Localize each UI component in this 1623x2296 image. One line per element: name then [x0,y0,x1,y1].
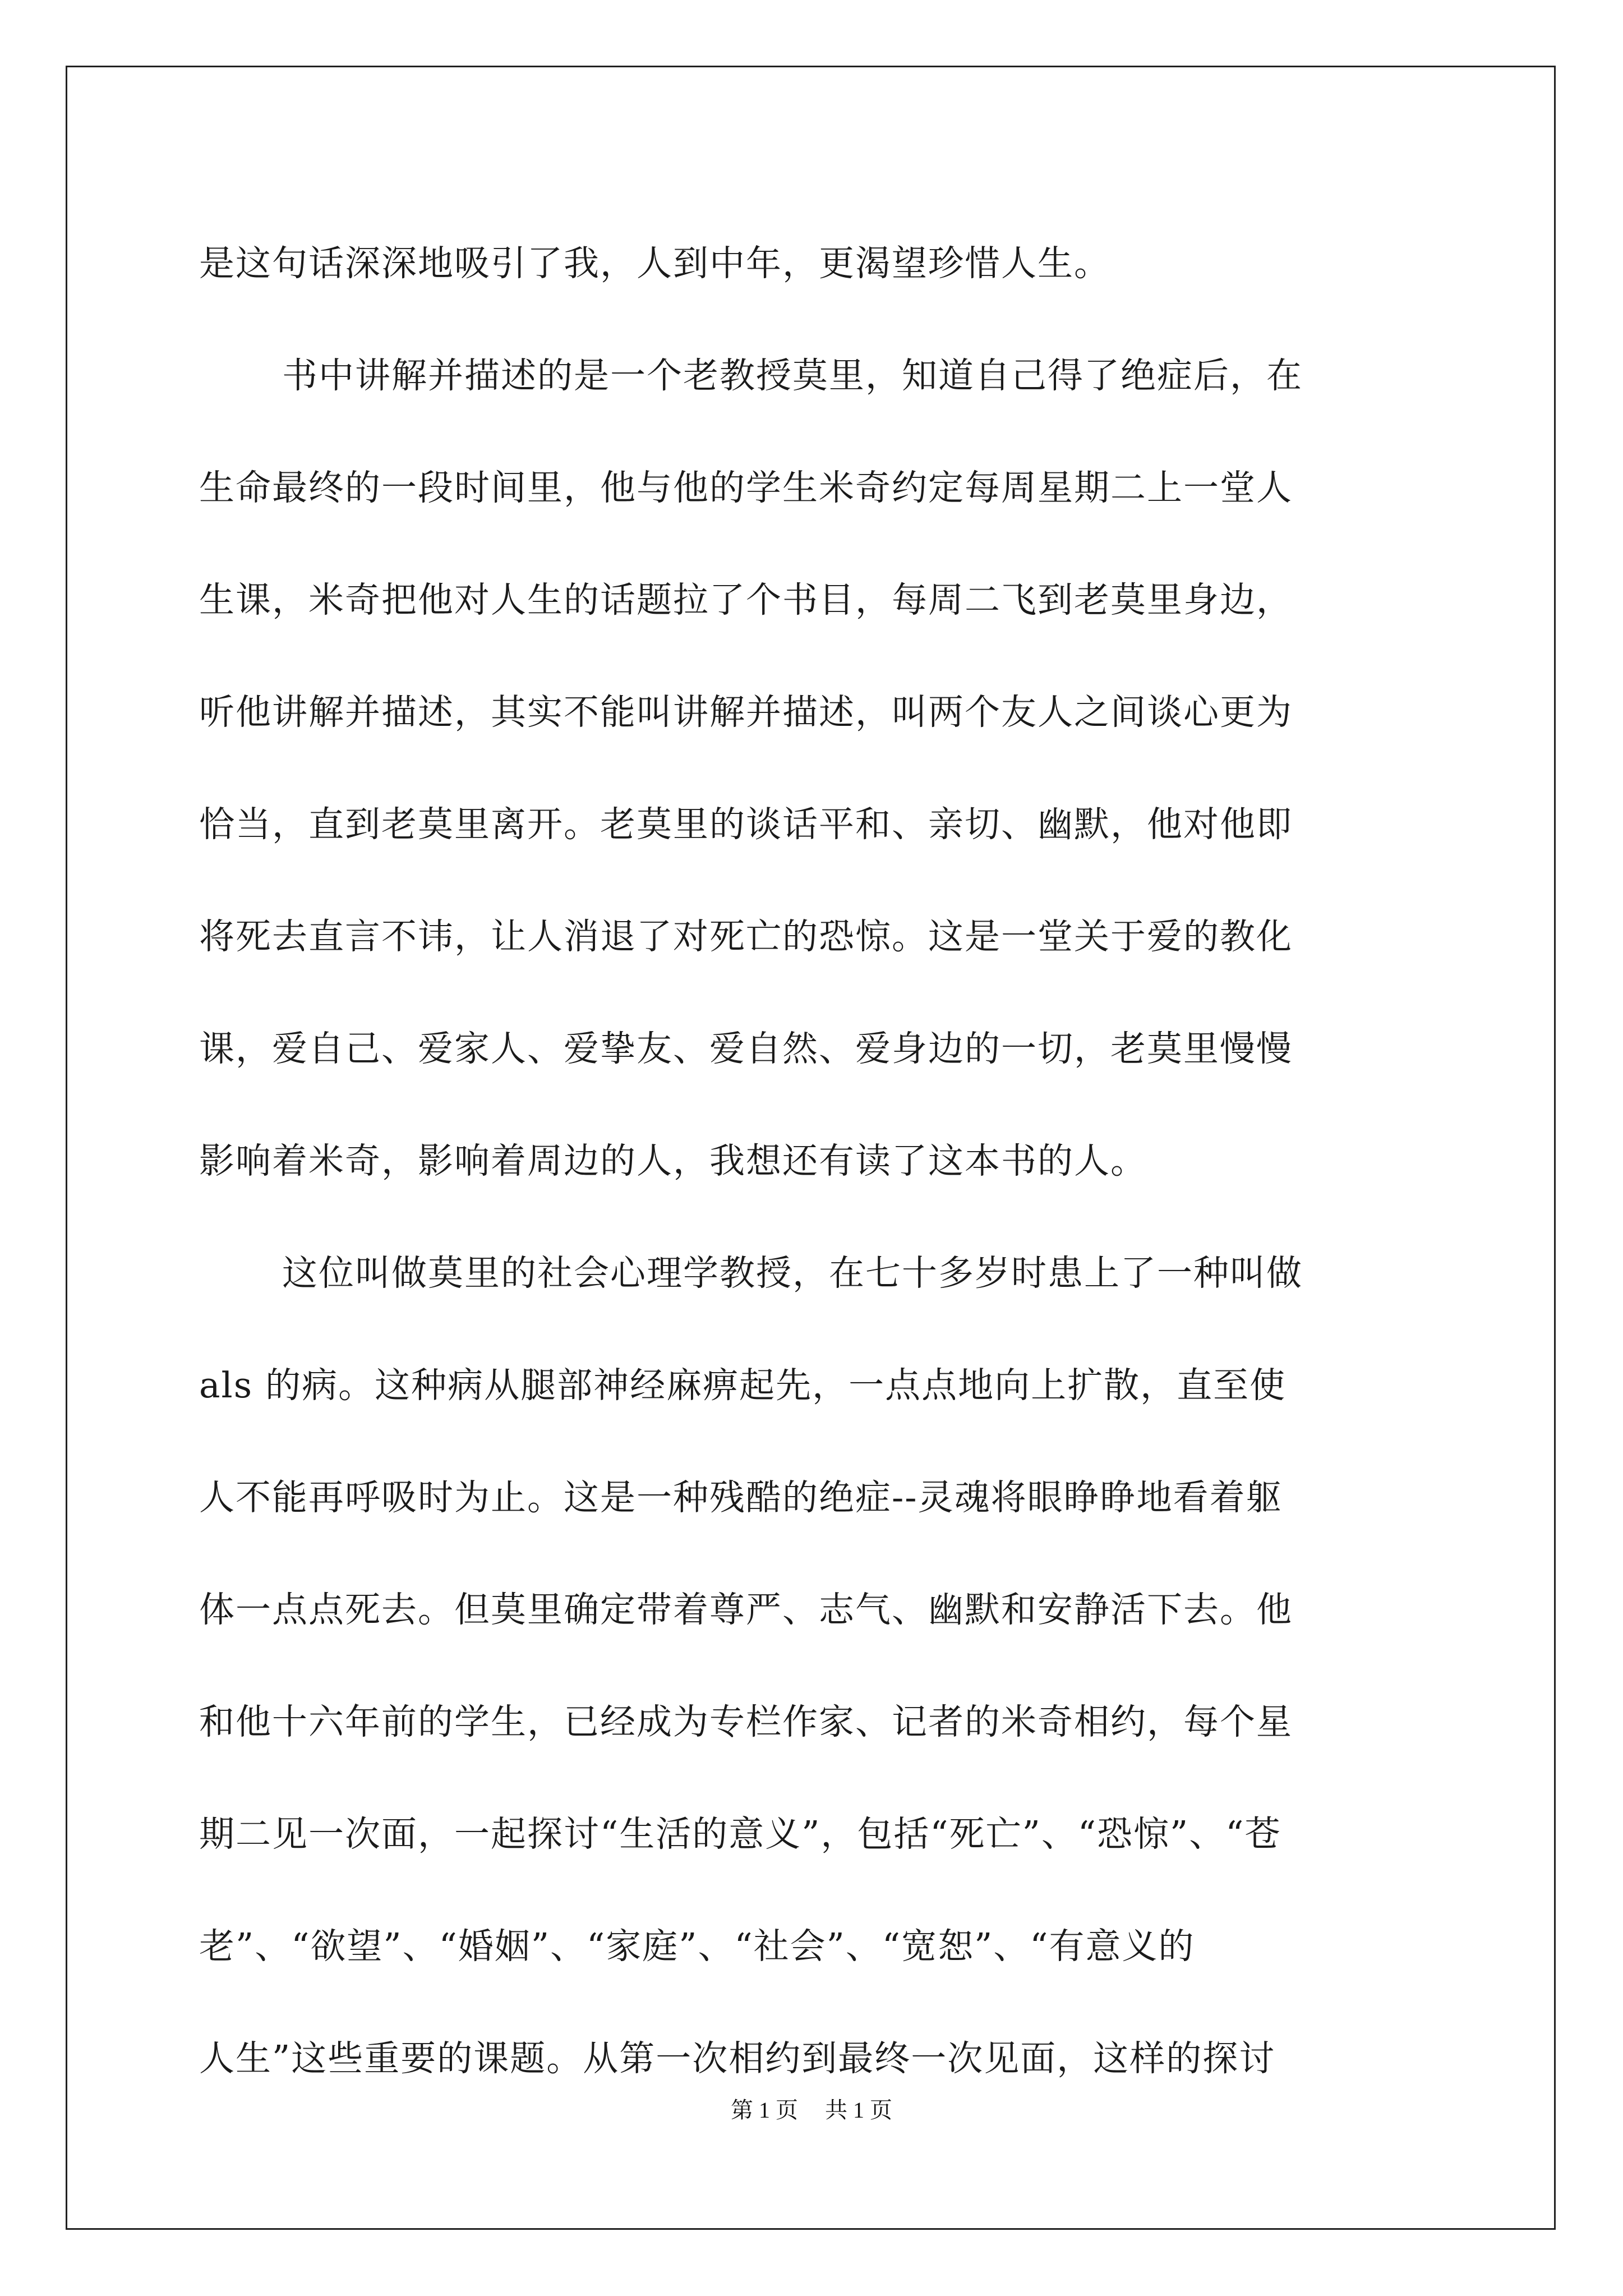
paragraph-start-line: 这位叫做莫里的社会心理学教授，在七十多岁时患上了一种叫做 [282,1253,1303,1294]
text-line: 期二见一次面，一起探讨“生活的意义”，包括“死亡”、“恐惊”、“苍 [199,1814,1281,1855]
text-line: 老”、“欲望”、“婚姻”、“家庭”、“社会”、“宽恕”、“有意义的 [199,1926,1195,1967]
text-line: 和他十六年前的学生，已经成为专栏作家、记者的米奇相约，每个星 [199,1701,1293,1742]
text-line: 是这句话深深地吸引了我，人到中年，更渴望珍惜人生。 [199,243,1110,284]
text-line: 生课，米奇把他对人生的话题拉了个书目，每周二飞到老莫里身边， [199,579,1293,620]
page-footer [0,2092,1623,2124]
text-line: 听他讲解并描述，其实不能叫讲解并描述，叫两个友人之间谈心更为 [199,692,1293,733]
text-line: 课，爱自己、爱家人、爱挚友、爱自然、爱身边的一切，老莫里慢慢 [199,1028,1293,1069]
paragraph-start-line: 书中讲解并描述的是一个老教授莫里，知道自己得了绝症后，在 [282,355,1303,396]
page-number: 第 1 页 [731,2097,798,2123]
page-total: 共 1 页 [825,2097,892,2123]
text-line: 体一点点死去。但莫里确定带着尊严、志气、幽默和安静活下去。他 [199,1589,1293,1630]
body-text [199,208,1427,2115]
text-line: 影响着米奇，影响着周边的人，我想还有读了这本书的人。 [199,1140,1147,1181]
text-line: als 的病。这种病从腿部神经麻痹起先，一点点地向上扩散，直至使 [199,1365,1287,1406]
text-line: 人不能再呼吸时为止。这是一种残酷的绝症--灵魂将眼睁睁地看着躯 [199,1477,1283,1518]
text-line: 恰当，直到老莫里离开。老莫里的谈话平和、亲切、幽默，他对他即 [199,804,1293,845]
text-line: 将死去直言不讳，让人消退了对死亡的恐惊。这是一堂关于爱的教化 [199,916,1293,957]
text-line: 人生”这些重要的课题。从第一次相约到最终一次见面，这样的探讨 [199,2038,1276,2079]
text-line: 生命最终的一段时间里，他与他的学生米奇约定每周星期二上一堂人 [199,467,1293,508]
